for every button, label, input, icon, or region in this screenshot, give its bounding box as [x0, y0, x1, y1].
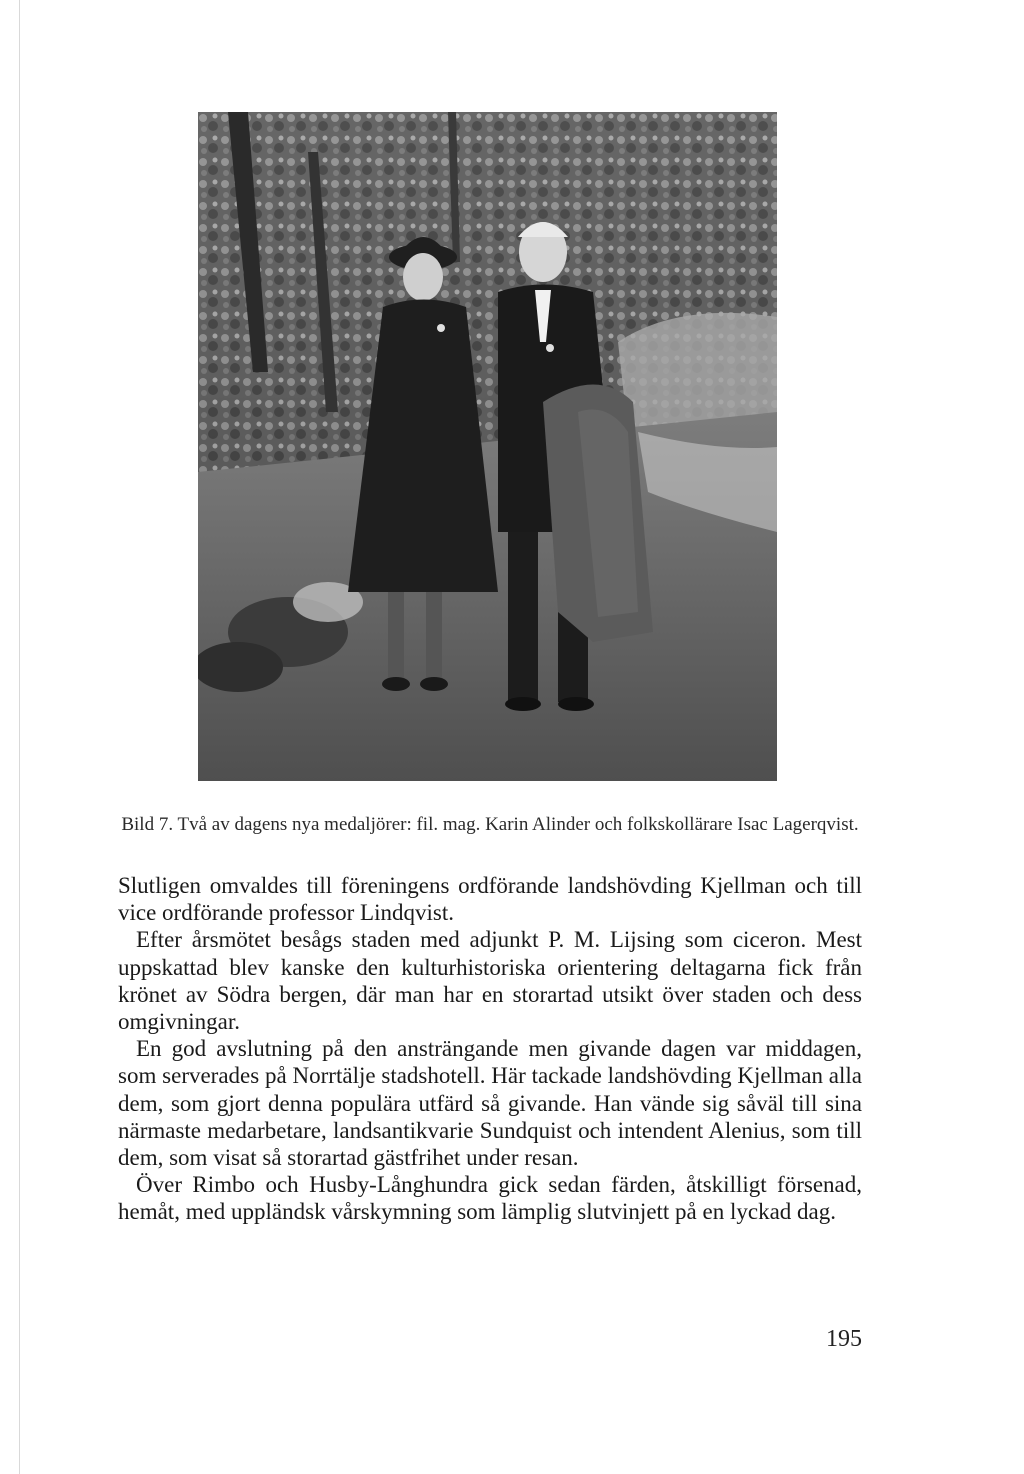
paragraph-3: En god avslutning på den ansträngande men givande dagen var middagen, som serverades på Norrtälje stadshotell. Här tackade landshövding Kjellman alla dem, som gjort denna populära utfärd så givande. Han vände sig såväl till sina närmaste medarbetare, landsantikvarie Sundquist och intendent Alenius, som till dem, som visat så storartad gästfrihet under resan. [118, 1036, 862, 1171]
figure-caption: Bild 7. Två av dagens nya medaljörer: fil. mag. Karin Alinder och folkskollärare Isac Lagerqvist. [121, 814, 859, 835]
paragraph-1: Slutligen omvaldes till föreningens ordförande landshövding Kjellman och till vice ordförande professor Lindqvist. [118, 873, 862, 926]
page-number: 195 [826, 1326, 862, 1352]
page-edge [19, 0, 20, 1474]
article-body [118, 872, 862, 1226]
photograph [198, 112, 777, 781]
paragraph-2: Efter årsmötet besågs staden med adjunkt P. M. Lijsing som ciceron. Mest uppskattad blev kanske den kulturhistoriska orientering deltagarna fick från krönet av Södra bergen, där man har en storartad utsikt över staden och dess omgivningar. [118, 927, 862, 1035]
photo-illustration [198, 112, 777, 781]
paragraph-4: Över Rimbo och Husby-Långhundra gick sedan färden, åtskilligt försenad, hemåt, med uppländsk vårskymning som lämplig slutvinjett på en lyckad dag. [118, 1172, 862, 1225]
